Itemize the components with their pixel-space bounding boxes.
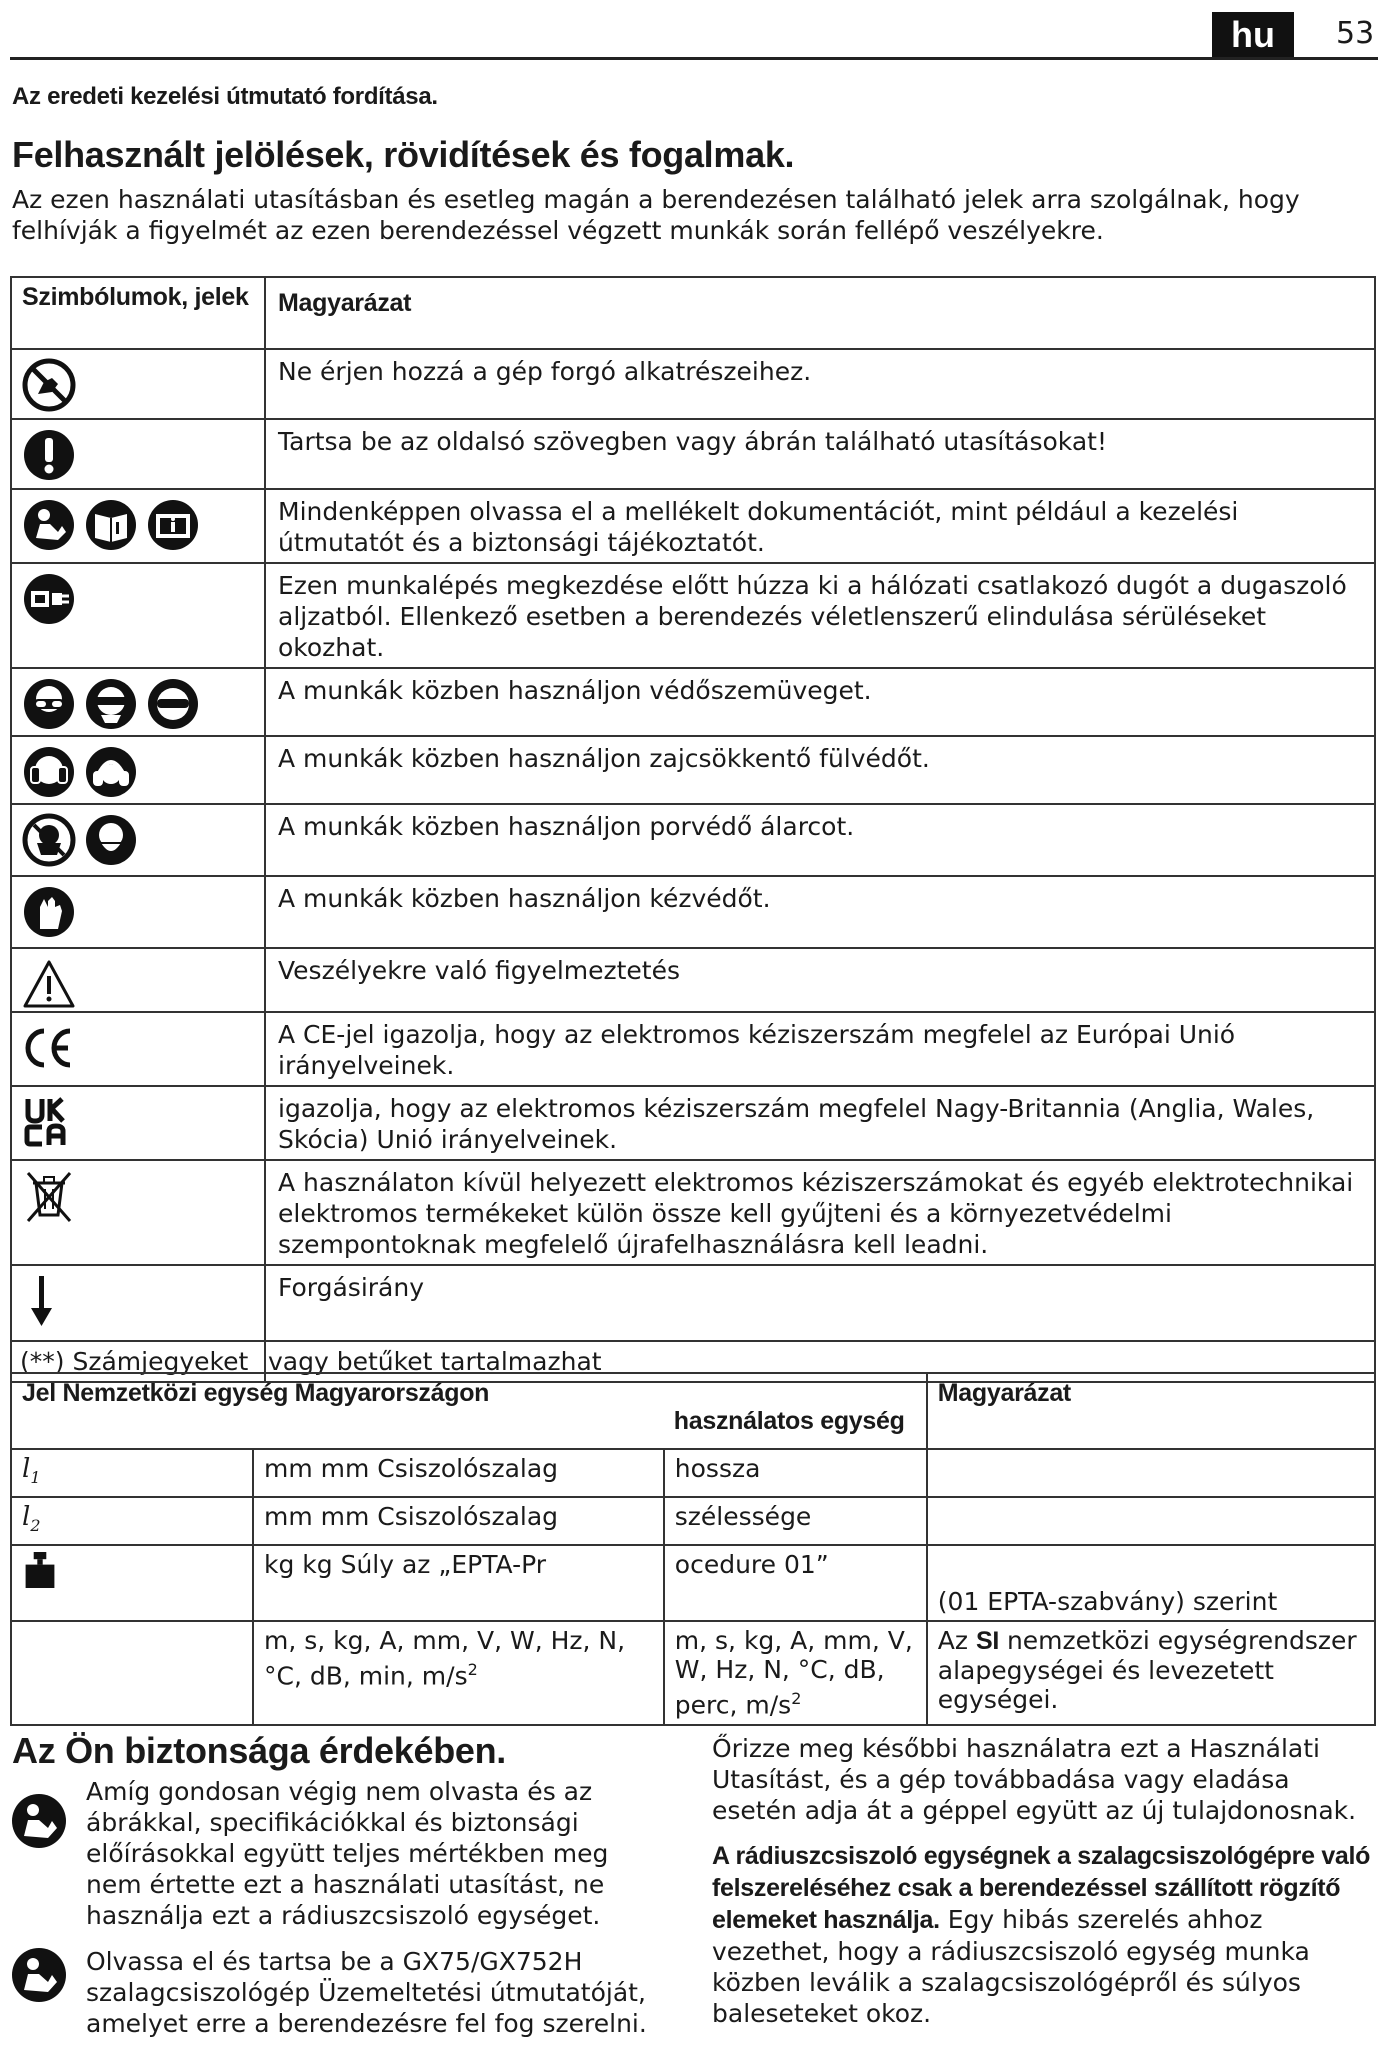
row-text: A munkák közben használjon porvédő álarcot. xyxy=(265,804,1375,876)
table-row xyxy=(11,1265,1375,1341)
unit-cell: mm mm Csiszolószalag xyxy=(264,1502,559,1531)
page-number: 53 xyxy=(1336,16,1375,51)
safety-goggles-icon xyxy=(22,677,76,731)
subtitle: Az eredeti kezelési útmutató fordítása. xyxy=(12,83,438,110)
language-badge: hu xyxy=(1212,12,1294,58)
table-row xyxy=(11,876,1375,948)
read-manual-icon xyxy=(10,1792,68,1850)
footnote-left: (**) Számjegyeket xyxy=(11,1341,265,1382)
si-sup: 2 xyxy=(791,1689,802,1708)
units-table xyxy=(10,1372,1376,1726)
row-text: Ne érjen hozzá a gép forgó alkatrészeihez. xyxy=(265,349,1375,419)
respirator-icon xyxy=(84,813,138,867)
weee-bin-icon xyxy=(22,1169,76,1223)
table-row xyxy=(11,1449,1375,1497)
read-manual-info-icon xyxy=(146,498,200,552)
right-column xyxy=(712,1733,1376,2043)
unit-cell: mm mm Csiszolószalag xyxy=(264,1454,559,1483)
header-rule xyxy=(10,57,1378,60)
table-row xyxy=(11,563,1375,668)
units-header-unit: Jel Nemzetközi egység Magyarországon xyxy=(22,1379,490,1407)
safety-title: Az Ön biztonsága érdekében. xyxy=(12,1730,507,1771)
si-text-post: nemzetközi egységrendszer alapegységei és levezetett egységei. xyxy=(937,1626,1357,1714)
read-manual-person-icon xyxy=(22,498,76,552)
footnote-right: vagy betűket tartalmazhat xyxy=(265,1341,1375,1382)
table-row xyxy=(11,1160,1375,1265)
row-text: A munkák közben használjon zajcsökkentő fülvédőt. xyxy=(265,736,1375,804)
row-text: A munkák közben használjon kézvédőt. xyxy=(265,876,1375,948)
si-units-international: m, s, kg, A, mm, V, W, Hz, N, °C, dB, min, m/s xyxy=(264,1626,626,1691)
symbol-sub: 1 xyxy=(30,1468,41,1487)
table-row xyxy=(11,1621,1375,1725)
keep-manual-paragraph: Őrizze meg későbbi használatra ezt a Használati Utasítást, és a gép továbbadása vagy eladása esetén adja át a géppel együtt az új tulajdonosnak. xyxy=(712,1734,1357,1825)
read-manual-icon xyxy=(10,1946,68,2004)
exclamation-mandatory-icon xyxy=(22,428,76,482)
unit-cell: szélessége xyxy=(674,1502,812,1531)
symbols-table xyxy=(10,276,1376,1383)
mounting-paragraph xyxy=(712,1840,1376,2029)
ukca-mark-icon xyxy=(22,1095,76,1149)
dust-mask-icon xyxy=(22,813,76,867)
safety-paragraph-1: Amíg gondosan végig nem olvasta és az ábrákkal, specifikációkkal és biztonsági előírásokkal együtt teljes mértékben meg nem értette ezt a használati utasítást, ne használja ezt a rádiuszcsiszoló egységet. xyxy=(86,1777,609,1930)
table-row xyxy=(11,804,1375,876)
ce-mark-icon xyxy=(22,1021,76,1075)
gloves-icon xyxy=(22,885,76,939)
unit-cell: (01 EPTA-szabvány) szerint xyxy=(937,1587,1278,1616)
table-row xyxy=(11,736,1375,804)
row-text: A CE-jel igazolja, hogy az elektromos kéziszerszám megfelel az Európai Unió irányelveinek. xyxy=(265,1012,1375,1086)
row-text: Mindenképpen olvassa el a mellékelt dokumentációt, mint például a kezelési útmutatót és a biztonsági tájékoztatót. xyxy=(265,489,1375,563)
si-units-local: m, s, kg, A, mm, V, W, Hz, N, °C, dB, perc, m/s xyxy=(674,1626,913,1720)
read-manual-book-icon xyxy=(84,498,138,552)
safety-paragraph-2: Olvassa el és tartsa be a GX75/GX752H szalagcsiszológép Üzemeltetési útmutatóját, amelyet erre a berendezésre fel fog szerelni. xyxy=(86,1947,647,2038)
table-row xyxy=(11,489,1375,563)
table-row xyxy=(11,668,1375,736)
mounting-bold: A rádiuszcsiszoló egységnek a szalagcsiszológépre való felszereléséhez csak a berendezéssel szállított rögzítő elemeket használja. xyxy=(712,1842,1371,1934)
unplug-icon xyxy=(22,572,76,626)
rotation-arrow-icon xyxy=(22,1274,76,1328)
ear-protection-icon xyxy=(22,745,76,799)
eye-protection-icon xyxy=(146,677,200,731)
weight-icon xyxy=(22,1550,58,1590)
no-touch-rotating-parts-icon xyxy=(22,358,76,412)
symbol-l: l xyxy=(22,1502,31,1532)
unit-cell: hossza xyxy=(674,1454,761,1483)
row-text: Forgásirány xyxy=(265,1265,1375,1341)
table-row xyxy=(11,948,1375,1012)
si-sup: 2 xyxy=(467,1660,478,1679)
table-row xyxy=(11,1497,1375,1545)
table-row xyxy=(11,1012,1375,1086)
row-text: A használaton kívül helyezett elektromos kéziszerszámokat és egyéb elektrotechnikai elektromos termékeket külön össze kell gyűjteni és a környezetvédelmi szempontoknak megfelelő újrafelhasználásra kell leadni. xyxy=(265,1160,1375,1265)
intro-paragraph: Az ezen használati utasításban és esetleg magán a berendezésen található jelek arra szolgálnak, hogy felhívják a figyelmét az ezen berendezéssel végzett munkák során fellépő veszélyekre. xyxy=(12,185,1300,245)
table-row xyxy=(11,349,1375,419)
units-header-explanation: Magyarázat xyxy=(937,1379,1071,1407)
ear-muffs-icon xyxy=(84,745,138,799)
face-shield-icon xyxy=(84,677,138,731)
si-text-pre: Az xyxy=(937,1626,969,1655)
explanation-header: Magyarázat xyxy=(278,289,412,317)
table-row xyxy=(11,1545,1375,1621)
page-title: Felhasznált jelölések, rövidítések és fogalmak. xyxy=(12,134,795,175)
unit-cell: ocedure 01” xyxy=(674,1550,829,1579)
symbol-l: l xyxy=(22,1454,31,1484)
table-row xyxy=(11,1086,1375,1160)
warning-triangle-icon xyxy=(22,957,76,1011)
mounting-rest: Egy hibás szerelés ahhoz vezethet, hogy a rádiuszcsiszoló egység munka közben leválik a szalagcsiszológépről és súlyos baleseteket okoz. xyxy=(712,1905,1310,2028)
row-text: A munkák közben használjon védőszemüveget. xyxy=(265,668,1375,736)
unit-cell: kg kg Súly az „EPTA-Pr xyxy=(264,1550,547,1579)
table-row xyxy=(11,419,1375,489)
si-bold: SI xyxy=(975,1627,999,1655)
row-text: Veszélyekre való figyelmeztetés xyxy=(265,948,1375,1012)
symbols-header: Szimbólumok, jelek xyxy=(22,283,249,311)
row-text: igazolja, hogy az elektromos kéziszerszám megfelel Nagy-Britannia (Anglia, Wales, Skócia) Unió irányelveinek. xyxy=(265,1086,1375,1160)
units-header-local: használatos egység xyxy=(673,1407,905,1435)
row-text: Tartsa be az oldalsó szövegben vagy ábrán található utasításokat! xyxy=(265,419,1375,489)
row-text: Ezen munkalépés megkezdése előtt húzza ki a hálózati csatlakozó dugót a dugaszoló aljzatból. Ellenkező esetben a berendezés véletlenszerű elindulása sérüléseket okozhat. xyxy=(265,563,1375,668)
symbol-sub: 2 xyxy=(30,1516,41,1535)
